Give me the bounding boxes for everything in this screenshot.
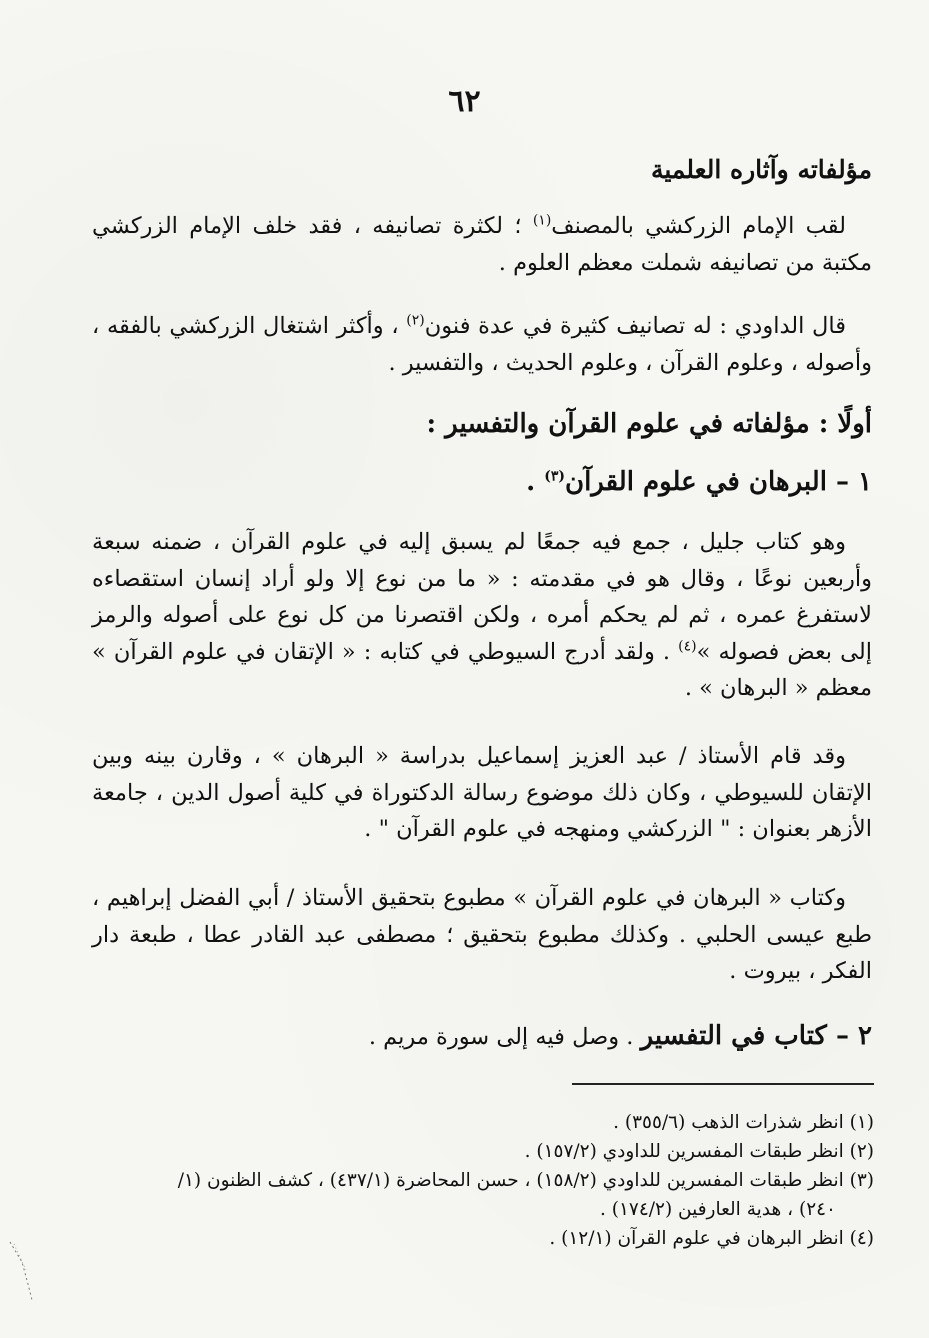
paragraph-1-text-a: لقب الإمام الزركشي بالمصنف [551,213,846,239]
scan-mark [8,1240,48,1320]
item-1-title-end: . [526,467,545,497]
footnote-divider [572,1083,874,1085]
page-number: ٦٢ [448,84,481,119]
footnote-1: (١) انظر شذرات الذهب (٣٥٥/٦) . [613,1112,874,1133]
footnote-3-line-2: ٢٤٠) ، هدية العارفين (١٧٤/٢) . [599,1199,836,1220]
footnote-marker-2: (٢) [406,312,425,329]
footnote-marker-4: (٤) [678,638,697,654]
footnote-marker-3: (٣) [544,468,565,485]
item-2-title: ٢ – كتاب في التفسير [640,1021,872,1051]
paragraph-1-text-b: ؛ لكثرة تصانيفه ، فقد خلف الإمام الزركشي مكتبة من تصانيفه شملت معظم العلوم . [92,213,872,276]
heading-quran-sciences: أولًا : مؤلفاته في علوم القرآن والتفسير : [426,409,872,439]
footnote-3-line-1: (٣) انظر طبقات المفسرين للداودي (١٥٨/٢) ، حسن المحاضرة (٤٣٧/١) ، كشف الظنون (١/ [177,1170,874,1191]
paragraph-2-text-a: قال الداودي : له تصانيف كثيرة في عدة فنون [424,313,846,339]
paragraph-2 [92,308,872,381]
footnote-3 [92,1166,874,1224]
footnote-marker-1: (١) [532,212,552,229]
item-1-title-text: ١ – البرهان في علوم القرآن [564,467,872,497]
paragraph-3-text-a: وهو كتاب جليل ، جمع فيه جمعًا لم يسبق إليه في علوم القرآن ، ضمنه سبعة وأربعين نوعًا ، وقال هو في مقدمته : « ما من نوع إلا ولو أراد إنسان استقصاءه لاستفرغ عمره ، ثم لم يحكم أمره ، ولكن اقتصرنا من كل نوع على أصوله والرمز إلى بعض فصوله » [92,529,873,665]
paragraph-5: وكتاب « البرهان في علوم القرآن » مطبوع بتحقيق الأستاذ / أبي الفضل إبراهيم ، طبع عيسى الحلبي . وكذلك مطبوع بتحقيق ؛ مصطفى عبد القادر عطا ، طبعة دار الفكر ، بيروت . [92,885,872,984]
paragraph-4: وقد قام الأستاذ / عبد العزيز إسماعيل بدراسة « البرهان » ، وقارن بينه وبين الإتقان للسيوطي ، وكان ذلك موضوع رسالة الدكتوراة في كلية أصول الدين ، جامعة الأزهر بعنوان : " الزركشي ومنهجه في علوم القرآن " . [92,743,872,842]
paragraph-1 [92,208,872,281]
footnotes [92,1108,874,1253]
paragraph-2-text-b: ، وأكثر اشتغال الزركشي بالفقه ، وأصوله ، وعلوم القرآن ، وعلوم الحديث ، والتفسير . [92,313,872,376]
footnote-2: (٢) انظر طبقات المفسرين للداودي (١٥٧/٢) . [524,1141,874,1162]
item-2 [92,1018,872,1056]
item-2-text: . وصل فيه إلى سورة مريم . [368,1024,641,1050]
footnote-4: (٤) انظر البرهان في علوم القرآن (١٢/١) . [549,1228,874,1249]
paragraph-3-text-b: . ولقد أدرج السيوطي في كتابه : « الإتقان في علوم القرآن » معظم « البرهان » . [92,638,872,701]
section-title: مؤلفاته وآثاره العلمية [650,155,872,184]
item-1-title [92,462,872,502]
paragraph-3 [92,524,872,707]
